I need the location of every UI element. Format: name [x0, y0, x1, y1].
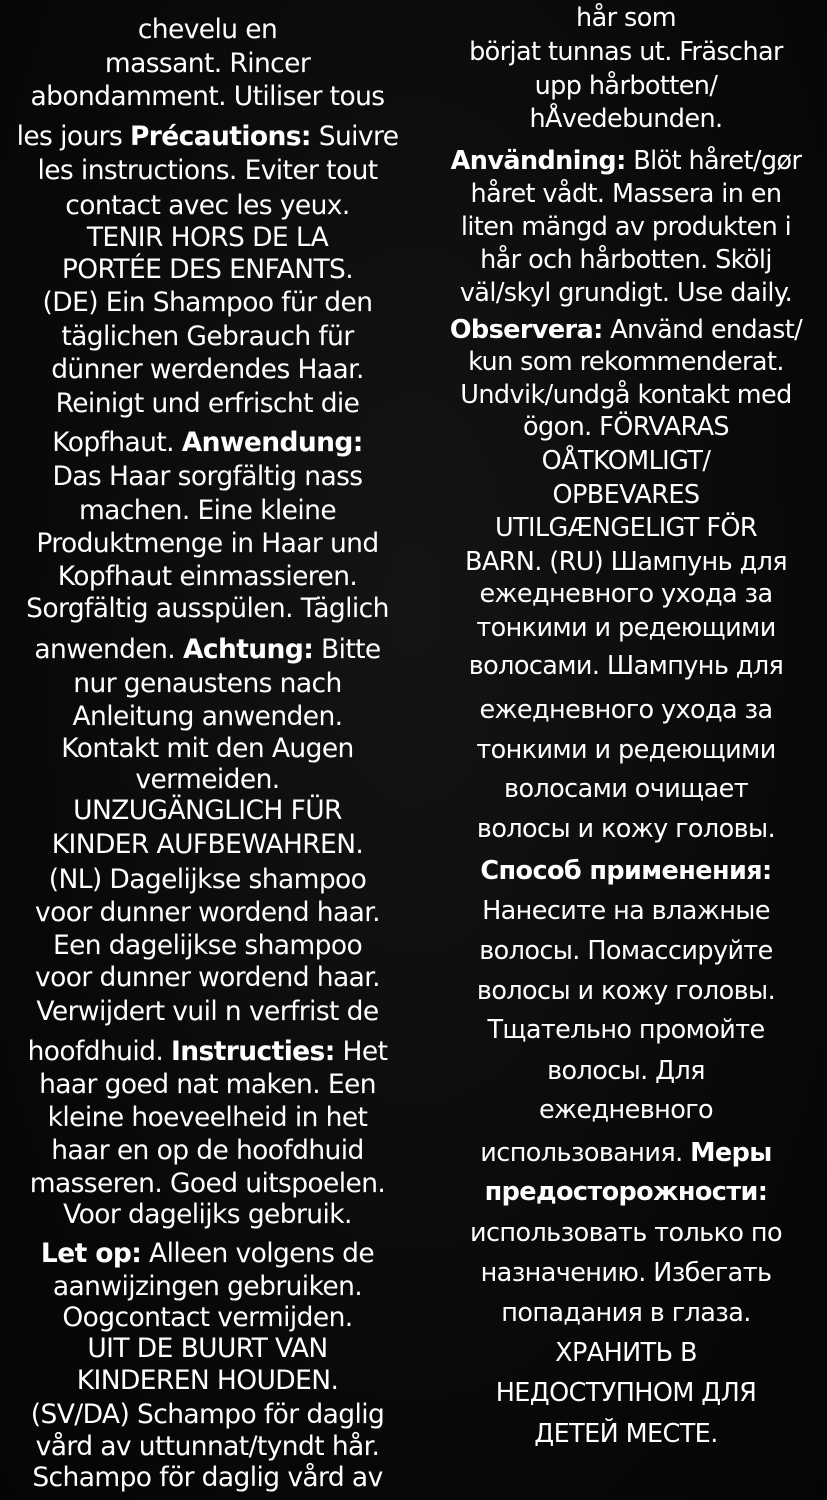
text-line: hår och hårbotten. Skölj	[480, 245, 772, 275]
text-line: OÅTKOMLIGT/	[541, 446, 711, 476]
text-line: волосы. Для	[547, 1056, 705, 1086]
text-line: тонкими и редеющими	[476, 735, 776, 765]
text-line: ежедневного ухода за	[479, 579, 773, 609]
text-line: haar goed nat maken. Een	[39, 1069, 376, 1100]
text-line: KINDER AUFBEWAHREN.	[51, 829, 364, 860]
text-line: волосы и кожу головы.	[476, 976, 776, 1006]
text-line: Produktmenge in Haar und	[36, 528, 379, 559]
text-line: волосами очищает	[504, 774, 748, 804]
text-line: BARN. (RU) Шампунь для	[464, 547, 788, 577]
text-line: contact avec les yeux.	[65, 190, 350, 221]
text-line: abondamment. Utiliser tous	[30, 81, 385, 112]
text-line: Нанесите на влажные	[482, 896, 770, 926]
text-line: kun som rekommenderat.	[468, 347, 784, 377]
text-line: voor dunner wordend haar.	[35, 897, 380, 928]
text-line: hoofdhuid. Instructies: Het	[27, 1036, 388, 1067]
text-line: Voor dagelijks gebruik.	[63, 1199, 352, 1230]
text-line: upp hårbotten/	[534, 71, 718, 101]
text-line: täglichen Gebrauch für	[61, 321, 354, 352]
text-line: UIT DE BUURT VAN	[87, 1333, 328, 1364]
text-line: kleine hoeveelheid in het	[47, 1102, 368, 1133]
text-line: предосторожности:	[484, 1177, 768, 1207]
text-line: использования. Меры	[480, 1138, 772, 1168]
text-line: haar en op de hoofdhuid	[51, 1135, 364, 1166]
text-line: (DE) Ein Shampoo für den	[42, 287, 373, 318]
text-line: Een dagelijkse shampoo	[52, 930, 363, 961]
text-line: (SV/DA) Schampo för daglig	[30, 1399, 385, 1430]
text-line: masseren. Goed uitspoelen.	[29, 1168, 386, 1199]
text-line: chevelu en	[137, 14, 278, 45]
text-line: anwenden. Achtung: Bitte	[34, 634, 381, 665]
text-line: ХРАНИТЬ В	[555, 1338, 697, 1368]
text-line: UTILGÆNGELIGT FÖR	[494, 513, 758, 543]
text-line: machen. Eine kleine	[78, 495, 337, 526]
text-line: nur genaustens nach	[73, 668, 342, 699]
text-line: Тщательно промойте	[487, 1015, 765, 1045]
text-line: UNZUGÄNGLICH FÜR	[73, 795, 342, 826]
text-line: liten mängd av produkten i	[460, 212, 792, 242]
text-line: Observera: Använd endast/	[449, 315, 803, 345]
text-line: волосы. Помассируйте	[479, 936, 773, 966]
text-line: назначению. Избегать	[480, 1258, 772, 1288]
text-line: волосы и кожу головы.	[476, 814, 776, 844]
text-line: hÅvedebunden.	[529, 104, 723, 134]
text-line: Undvik/undgå kontakt med	[460, 380, 792, 410]
text-line: KINDEREN HOUDEN.	[76, 1365, 339, 1396]
text-line: dünner werdendes Haar.	[51, 354, 364, 385]
text-line: Sorgfältig ausspülen. Täglich	[26, 593, 389, 624]
text-line: (NL) Dagelijkse shampoo	[48, 864, 367, 895]
text-line: hår som	[576, 3, 676, 33]
text-line: TENIR HORS DE LA	[86, 222, 329, 253]
text-line: Schampo för daglig vård av	[32, 1462, 383, 1493]
text-line: börjat tunnas ut. Fräschar	[469, 37, 783, 67]
text-line: aanwijzingen gebruiken.	[52, 1271, 363, 1302]
text-line: Reinigt und erfrischt die	[55, 388, 360, 419]
text-line: Användning: Blöt håret/gør	[450, 146, 802, 176]
text-line: vård av uttunnat/tyndt hår.	[35, 1431, 380, 1462]
text-line: Das Haar sorgfältig nass	[52, 461, 363, 492]
text-line: Способ применения:	[480, 856, 772, 886]
text-line: ögon. FÖRVARAS	[523, 412, 729, 442]
text-line: les instructions. Eviter tout	[37, 155, 378, 186]
right-text-column	[425, 0, 827, 1500]
text-line: ДЕТЕЙ МЕСТЕ.	[534, 1419, 718, 1449]
text-line: Oogcontact vermijden.	[62, 1302, 353, 1333]
text-line: vermeiden.	[135, 764, 280, 795]
text-line: massant. Rincer	[104, 48, 311, 79]
text-line: попадания в глаза.	[501, 1298, 751, 1328]
text-line: Anleitung anwenden.	[72, 701, 343, 732]
text-line: использовать только по	[470, 1218, 782, 1248]
text-line: håret vådt. Massera in en	[470, 179, 782, 209]
text-line: тонкими и редеющими	[476, 613, 776, 643]
text-line: НЕДОСТУПНОМ ДЛЯ	[495, 1378, 757, 1408]
text-line: väl/skyl grundigt. Use daily.	[459, 278, 793, 308]
text-line: Verwijdert vuil n verfrist de	[36, 996, 379, 1027]
text-line: Let op: Alleen volgens de	[40, 1238, 375, 1269]
text-line: PORTÉE DES ENFANTS.	[61, 254, 354, 285]
text-line: Kontakt mit den Augen	[61, 733, 354, 764]
text-line: волосами. Шампунь для	[468, 651, 784, 681]
text-line: Kopfhaut. Anwendung:	[52, 427, 363, 458]
text-line: voor dunner wordend haar.	[35, 962, 380, 993]
text-line: Kopfhaut einmassieren.	[57, 561, 358, 592]
text-line: les jours Précautions: Suivre	[16, 121, 399, 152]
text-line: ежедневного ухода за	[479, 695, 773, 725]
text-line: OPBEVARES	[552, 480, 700, 510]
text-line: ежедневного	[538, 1095, 714, 1125]
